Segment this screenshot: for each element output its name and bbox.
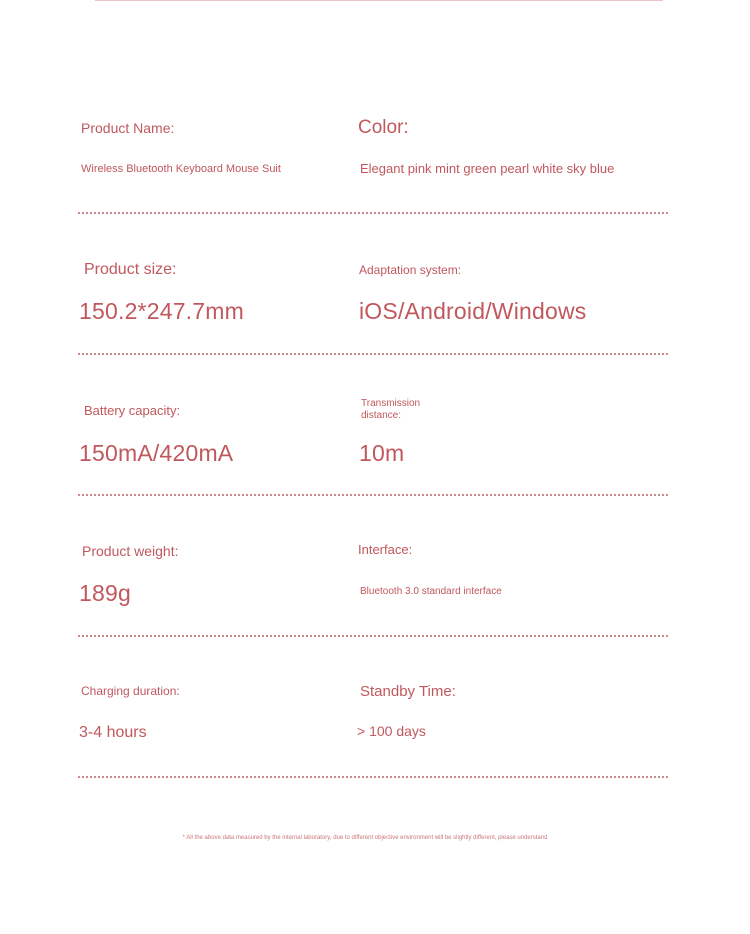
interface-value: Bluetooth 3.0 standard interface xyxy=(360,586,502,597)
top-divider xyxy=(95,0,663,1)
battery-capacity-label: Battery capacity: xyxy=(84,403,181,418)
product-size-value: 150.2*247.7mm xyxy=(79,298,244,324)
spec-row-2 xyxy=(78,212,668,355)
spec-row-4 xyxy=(78,494,668,637)
color-value: Elegant pink mint green pearl white sky blue xyxy=(360,161,615,176)
spec-row-3 xyxy=(78,353,668,496)
standby-time-label: Standby Time: xyxy=(360,683,456,700)
adaptation-system-label: Adaptation system: xyxy=(359,263,462,277)
color-label: Color: xyxy=(358,117,409,138)
product-weight-label: Product weight: xyxy=(82,543,179,559)
transmission-distance-value: 10m xyxy=(359,440,405,466)
transmission-distance-label-line2: distance: xyxy=(361,410,402,421)
interface-label: Interface: xyxy=(358,542,413,557)
battery-capacity-value: 150mA/420mA xyxy=(79,440,234,466)
charging-duration-value: 3-4 hours xyxy=(79,724,147,741)
spec-row-1 xyxy=(78,71,668,214)
spec-row-5 xyxy=(78,635,668,778)
transmission-distance-label-line1: Transmission xyxy=(361,398,421,409)
adaptation-system-value: iOS/Android/Windows xyxy=(359,298,587,324)
product-name-value: Wireless Bluetooth Keyboard Mouse Suit xyxy=(81,163,281,175)
product-name-label: Product Name: xyxy=(81,120,175,136)
product-weight-value: 189g xyxy=(79,580,131,606)
standby-time-value: > 100 days xyxy=(357,723,426,739)
product-size-label: Product size: xyxy=(84,261,177,278)
footnote: * All the above data measured by the internal laboratory, due to different objective environment will be slightly different, please understand xyxy=(182,835,548,841)
charging-duration-label: Charging duration: xyxy=(81,684,180,698)
